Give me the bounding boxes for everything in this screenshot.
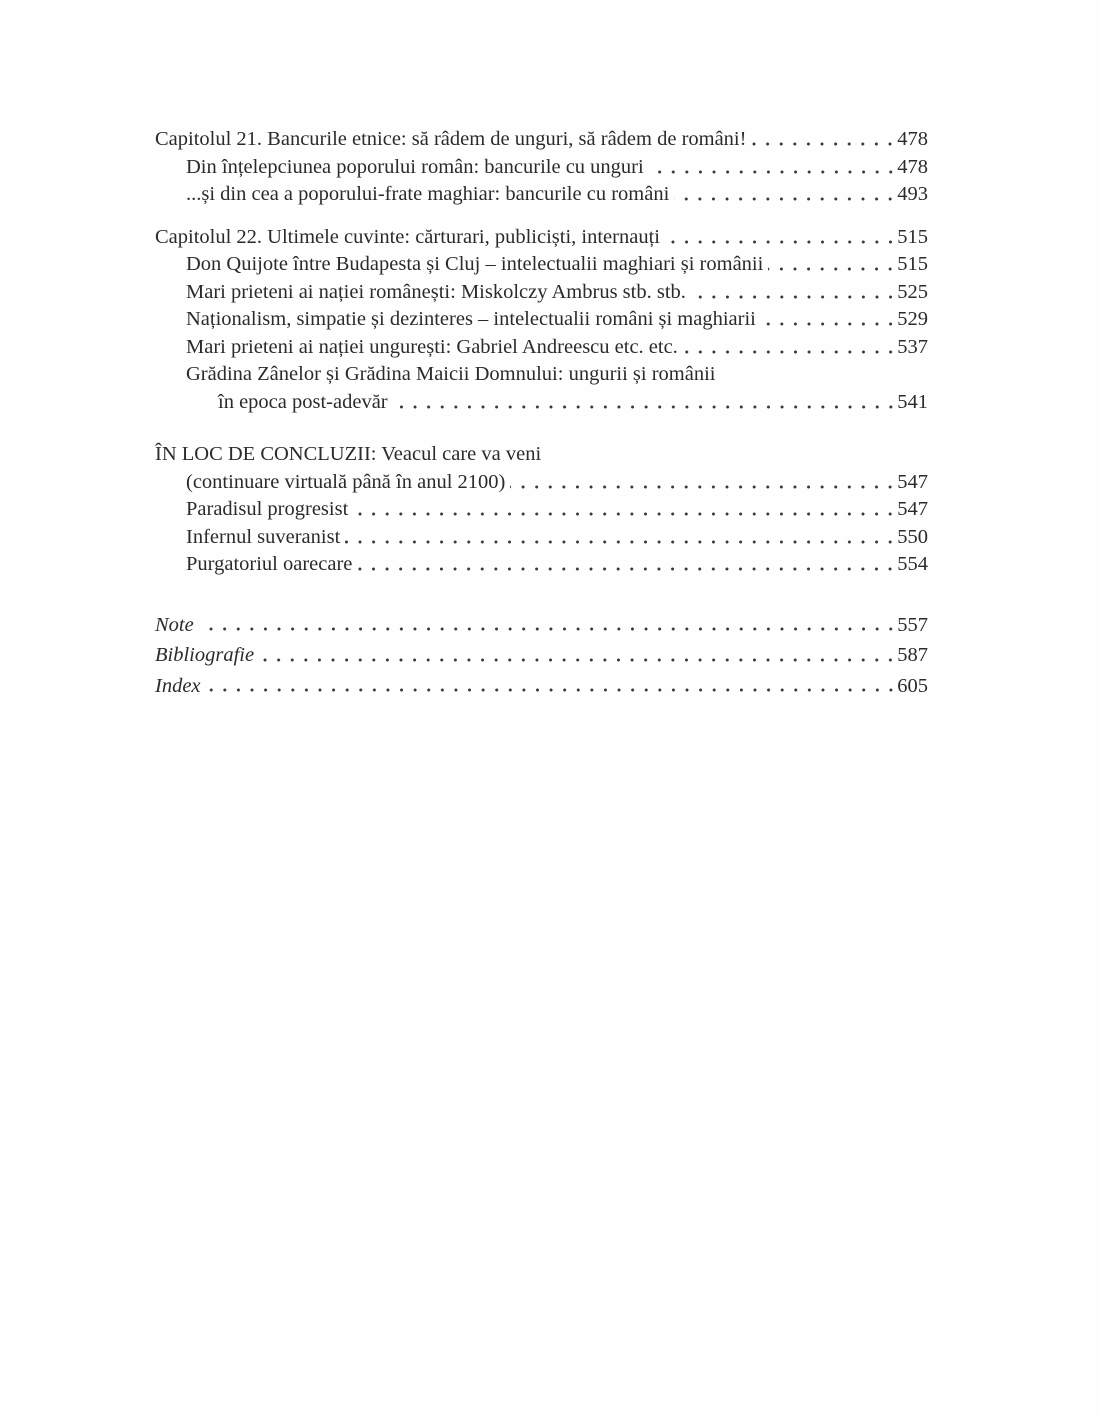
toc-entry — [155, 154, 928, 182]
toc-entry-page: 547 — [897, 470, 928, 493]
toc-entry-title: Din înțelepciunea poporului român: bancurile cu unguri — [186, 155, 644, 178]
toc-entry-title: Capitolul 21. Bancurile etnice: să râdem de unguri, să râdem de români! — [155, 128, 747, 150]
dot-leader — [649, 154, 898, 182]
toc-entry-page: 550 — [897, 525, 928, 548]
dot-leader — [357, 551, 897, 579]
dot-leader — [761, 306, 897, 334]
toc-entry — [155, 334, 928, 362]
toc-entry — [155, 279, 928, 307]
toc-entry — [155, 524, 928, 552]
toc-entry-page: 547 — [897, 498, 928, 520]
toc-entry — [155, 551, 928, 579]
dot-leader — [259, 640, 897, 671]
dot-leader — [691, 279, 897, 307]
toc-entry-title: Grădina Zânelor și Grădina Maicii Domnului: ungurii și românii — [186, 363, 716, 385]
toc-entry-title: ...și din cea a poporului-frate maghiar: bancurile cu români — [186, 183, 670, 205]
toc-entry-page: 525 — [897, 280, 928, 303]
dot-leader — [206, 671, 898, 702]
toc-entry — [155, 496, 928, 524]
toc-entry — [155, 640, 928, 671]
toc-entry-page: 557 — [897, 613, 928, 636]
toc-entry-title: (continuare virtuală până în anul 2100) — [186, 470, 506, 493]
toc-entry — [155, 671, 928, 702]
dot-leader — [345, 524, 897, 552]
toc-entry-title: Bibliografie — [155, 644, 255, 666]
toc-entry-title: Paradisul progresist — [186, 498, 349, 520]
toc-entry-page: 587 — [897, 644, 928, 666]
toc-entry-page: 478 — [897, 155, 928, 178]
toc-entry-title: Infernul suveranist — [186, 525, 341, 548]
dot-leader — [510, 469, 897, 497]
toc-entry-title: Index — [155, 674, 201, 697]
toc-entry-page: 515 — [897, 225, 928, 248]
dot-leader — [683, 334, 897, 362]
toc-entry — [155, 306, 928, 334]
dot-leader — [751, 126, 897, 154]
dot-leader — [393, 389, 898, 417]
toc-entry-title: Mari prieteni ai nației românești: Miskolczy Ambrus stb. stb. — [186, 280, 686, 303]
toc-entry-title: în epoca post-adevăr — [218, 390, 388, 413]
toc-entry-title: Naționalism, simpatie și dezinteres – intelectualii români și maghiarii — [186, 308, 756, 330]
toc-entry — [155, 126, 928, 154]
toc-entry-page: 554 — [897, 553, 928, 575]
dot-leader — [768, 251, 897, 279]
toc-entry-continuation — [155, 469, 928, 497]
toc-entry-page: 478 — [897, 128, 928, 150]
toc-entry-page: 493 — [897, 183, 928, 205]
toc-entry-page: 529 — [897, 308, 928, 330]
toc-entry-title: ÎN LOC DE CONCLUZII: Veacul care va veni — [155, 443, 542, 465]
dot-leader — [674, 181, 897, 209]
toc-entry-continuation — [155, 389, 928, 417]
dot-leader — [665, 224, 897, 252]
toc-entry — [155, 181, 928, 209]
toc-entry — [155, 610, 928, 641]
toc-entry — [155, 441, 928, 469]
dot-leader — [353, 496, 897, 524]
toc-entry-page: 605 — [897, 674, 928, 697]
toc-entry-page: 541 — [897, 390, 928, 413]
toc-entry-title: Purgatoriul oarecare — [186, 553, 353, 575]
toc-entry-title: Don Quijote între Budapesta și Cluj – intelectualii maghiari și românii — [186, 253, 764, 275]
toc-entry-title: Note — [155, 613, 194, 636]
toc-entry-page: 515 — [897, 253, 928, 275]
toc-entry-page: 537 — [897, 335, 928, 358]
toc-entry — [155, 361, 928, 389]
toc-entry — [155, 251, 928, 279]
dot-leader — [199, 610, 898, 641]
toc-entry-title: Capitolul 22. Ultimele cuvinte: cărturari, publiciști, internauți — [155, 225, 660, 248]
toc-entry — [155, 224, 928, 252]
toc-entry-title: Mari prieteni ai nației ungurești: Gabriel Andreescu etc. etc. — [186, 335, 678, 358]
